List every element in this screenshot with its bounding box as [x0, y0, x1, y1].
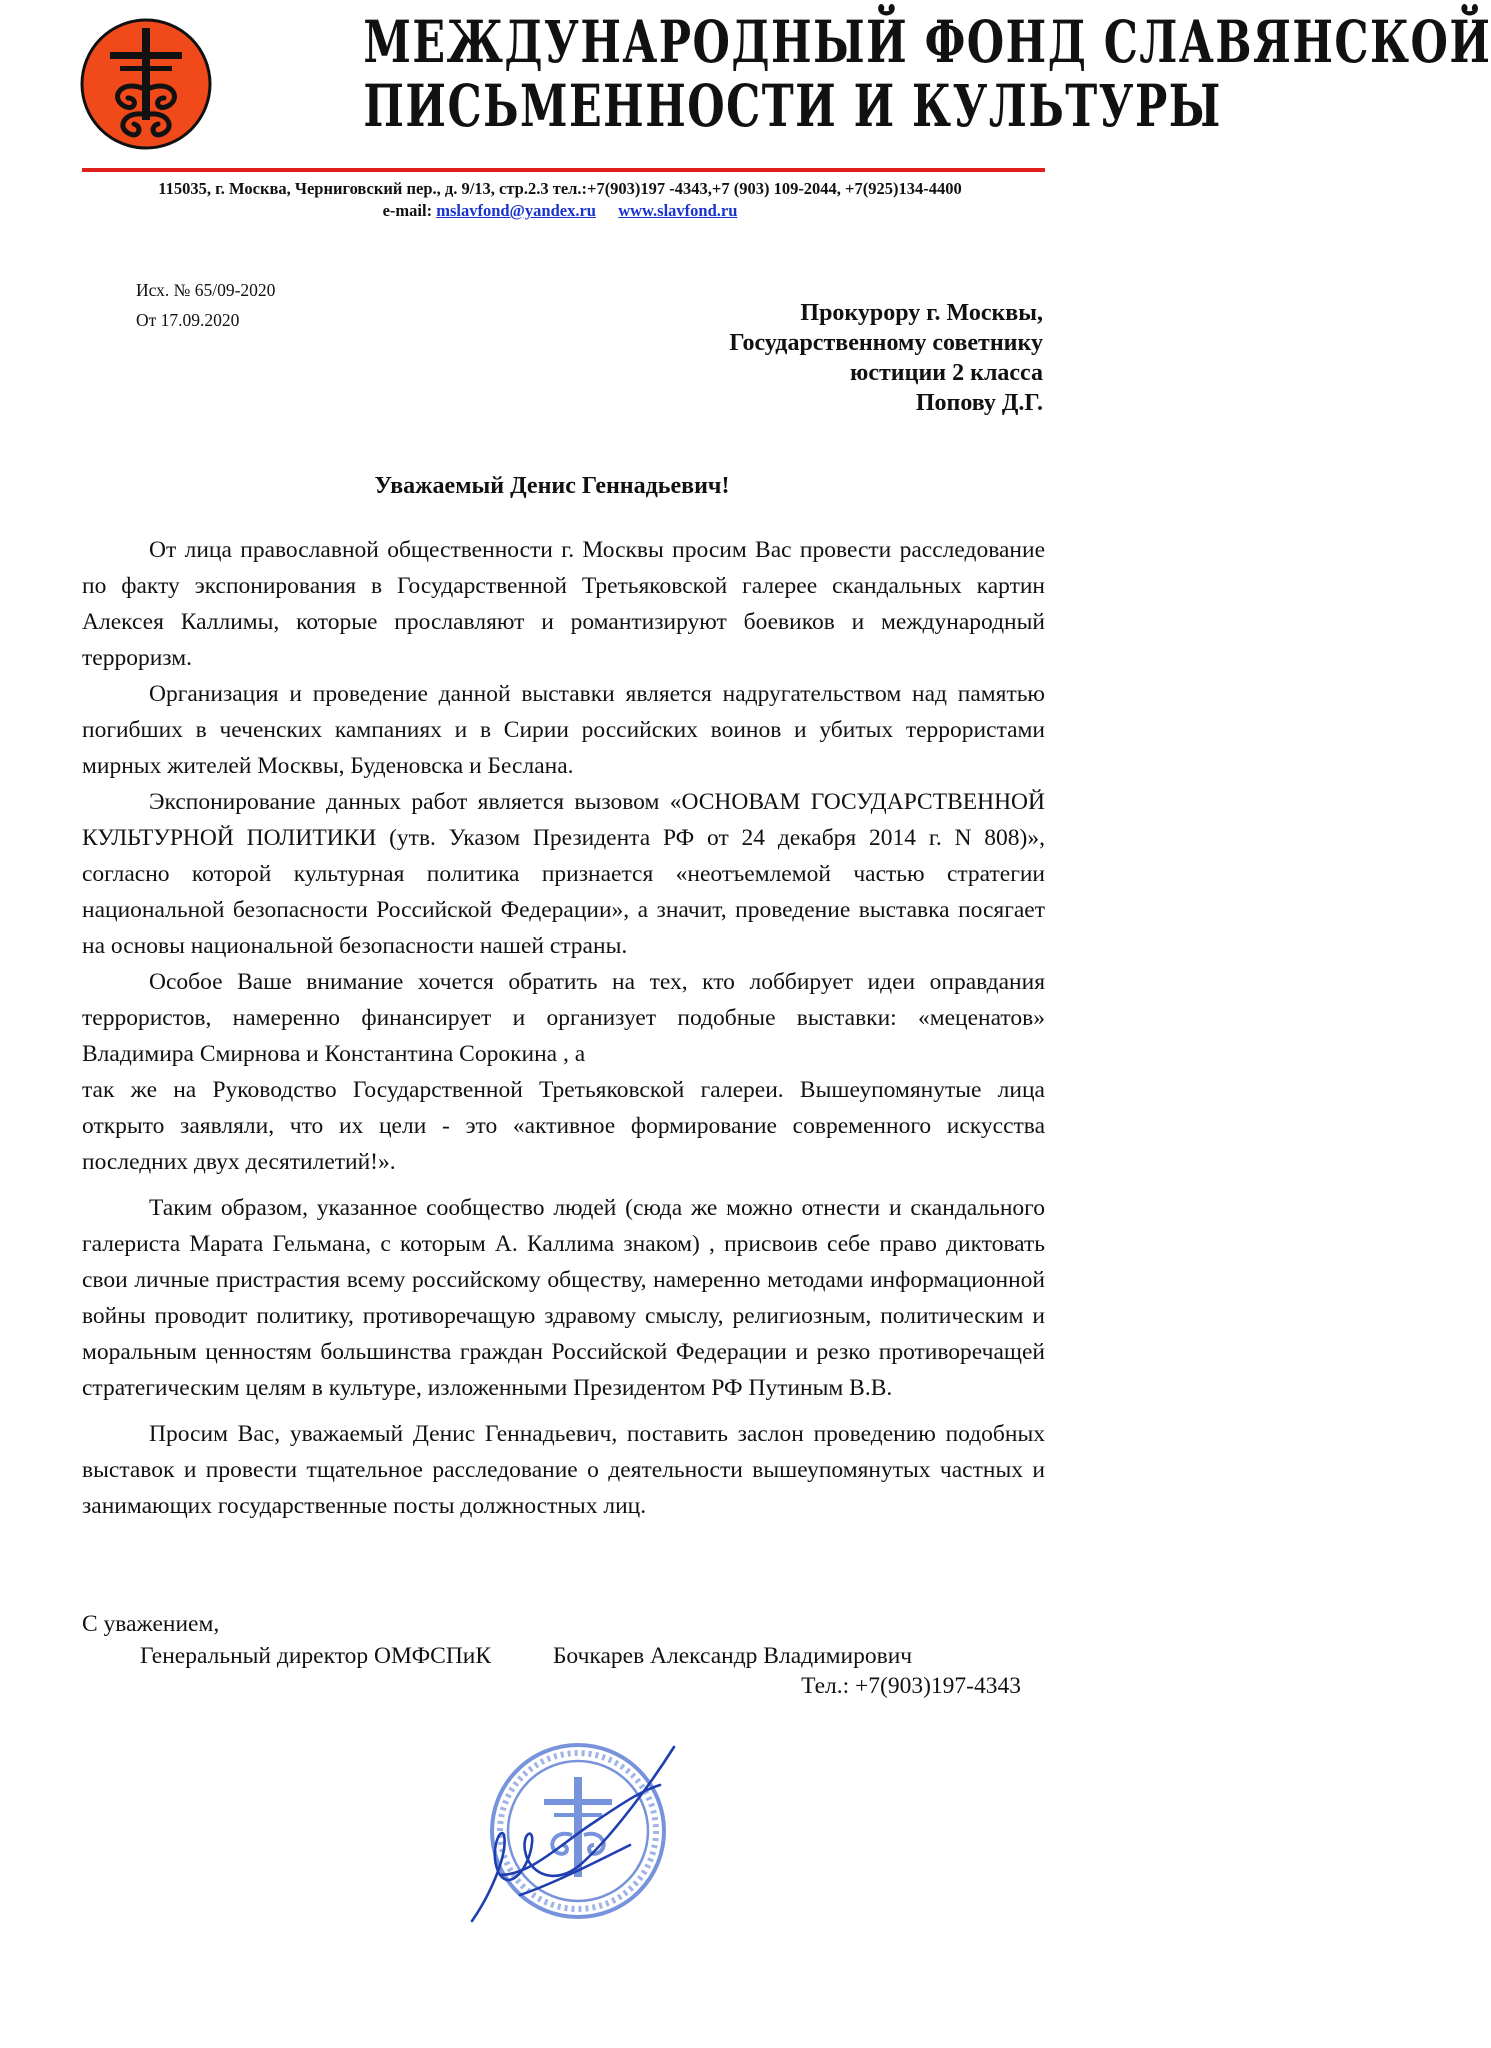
addressee-line: Прокурору г. Москвы, — [800, 300, 1043, 326]
organization-name — [363, 8, 1491, 140]
letter-body — [82, 532, 1045, 1524]
foundation-logo-icon — [80, 18, 212, 150]
closing-regards: С уважением, — [82, 1611, 220, 1637]
body-paragraph-4a: Особое Ваше внимание хочется обратить на тех, кто лоббирует идеи оправдания террористов, намеренно финансирует и организует подобные выставки: «меценатов» Владимира Смирнова и Константина Сорокина , а — [82, 969, 1045, 1067]
contact-block — [60, 178, 1060, 222]
greeting: Уважаемый Денис Геннадьевич! — [374, 473, 730, 499]
signatory-line — [140, 1640, 912, 1672]
reference-number: Исх. № 65/09-2020 — [136, 280, 276, 300]
letterhead-divider — [82, 168, 1045, 172]
body-paragraph-1: От лица православной общественности г. Москвы просим Вас провести расследование по факту экспонирования в Государственной Третьяковской галерее скандальных картин Алексея Каллимы, которые прославляют и романтизируют боевиков и международный терроризм. — [82, 537, 1045, 671]
body-paragraph-6: Просим Вас, уважаемый Денис Геннадьевич, поставить заслон проведению подобных выставок и провести тщательное расследование о деятельности вышеупомянутых частных и занимающих государственные посты должностных лиц. — [82, 1421, 1045, 1519]
signatory-phone: Тел.: +7(903)197-4343 — [801, 1673, 1021, 1699]
website-link[interactable]: www.slavfond.ru — [618, 201, 738, 220]
organization-name-line-1: МЕЖДУНАРОДНЫЙ ФОНД СЛАВЯНСКОЙ — [363, 8, 1491, 76]
body-paragraph-4b: так же на Руководство Государственной Третьяковской галереи. Вышеупомянутые лица открыто заявляли, что их цели - это «активное формирование современного искусства последних двух десятилетий!». — [82, 1077, 1045, 1175]
address-line: 115035, г. Москва, Черниговский пер., д. 9/13, стр.2.3 тел.:+7(903)197 -4343,+7 (903) 109-2044, +7(925)134-4400 — [158, 179, 962, 198]
body-paragraph-2: Организация и проведение данной выставки является надругательством над памятью погибших в чеченских кампаниях и в Сирии российских воинов и убитых террористами мирных жителей Москвы, Буденовска и Беслана. — [82, 681, 1045, 779]
outgoing-reference — [136, 275, 275, 335]
email-link[interactable]: mslavfond@yandex.ru — [436, 201, 596, 220]
body-paragraph-5: Таким образом, указанное сообщество людей (сюда же можно отнести и скандального галериста Марата Гельмана, с которым А. Каллима знаком) , присвоив себе право диктовать свои личные пристрастия всему российскому обществу, намеренно методами информационной войны проводит политику, противоречащую здравому смыслу, религиозным, политическим и моральным ценностям большинства граждан Российской Федерации и резко противоречащей стратегическим целям в культуре, изложенными Президентом РФ Путиным В.В. — [82, 1195, 1045, 1401]
signatory-name: Бочкарев Александр Владимирович — [552, 1643, 913, 1669]
body-paragraph-3: Экспонирование данных работ является вызовом «ОСНОВАМ ГОСУДАРСТВЕННОЙ КУЛЬТУРНОЙ ПОЛИТИКИ (утв. Указом Президента РФ от 24 декабря 2014 г. N 808)», согласно которой культурная политика признается «неотъемлемой частью стратегии национальной безопасности Российской Федерации», а значит, проведение выставка посягает на основы национальной безопасности нашей страны. — [82, 789, 1045, 959]
signatory-position: Генеральный директор ОМФСПиК — [140, 1643, 492, 1669]
reference-date: От 17.09.2020 — [136, 310, 240, 330]
addressee-line: Попову Д.Г. — [915, 390, 1043, 416]
email-line — [60, 200, 1060, 222]
email-label: e-mail: — [382, 201, 433, 220]
addressee-line: Государственному советнику — [729, 330, 1043, 356]
addressee-block — [729, 298, 1043, 418]
seal-stamp-icon — [460, 1725, 710, 1935]
addressee-line: юстиции 2 класса — [850, 360, 1043, 386]
organization-name-line-2: ПИСЬМЕННОСТИ И КУЛЬТУРЫ — [363, 72, 1222, 140]
